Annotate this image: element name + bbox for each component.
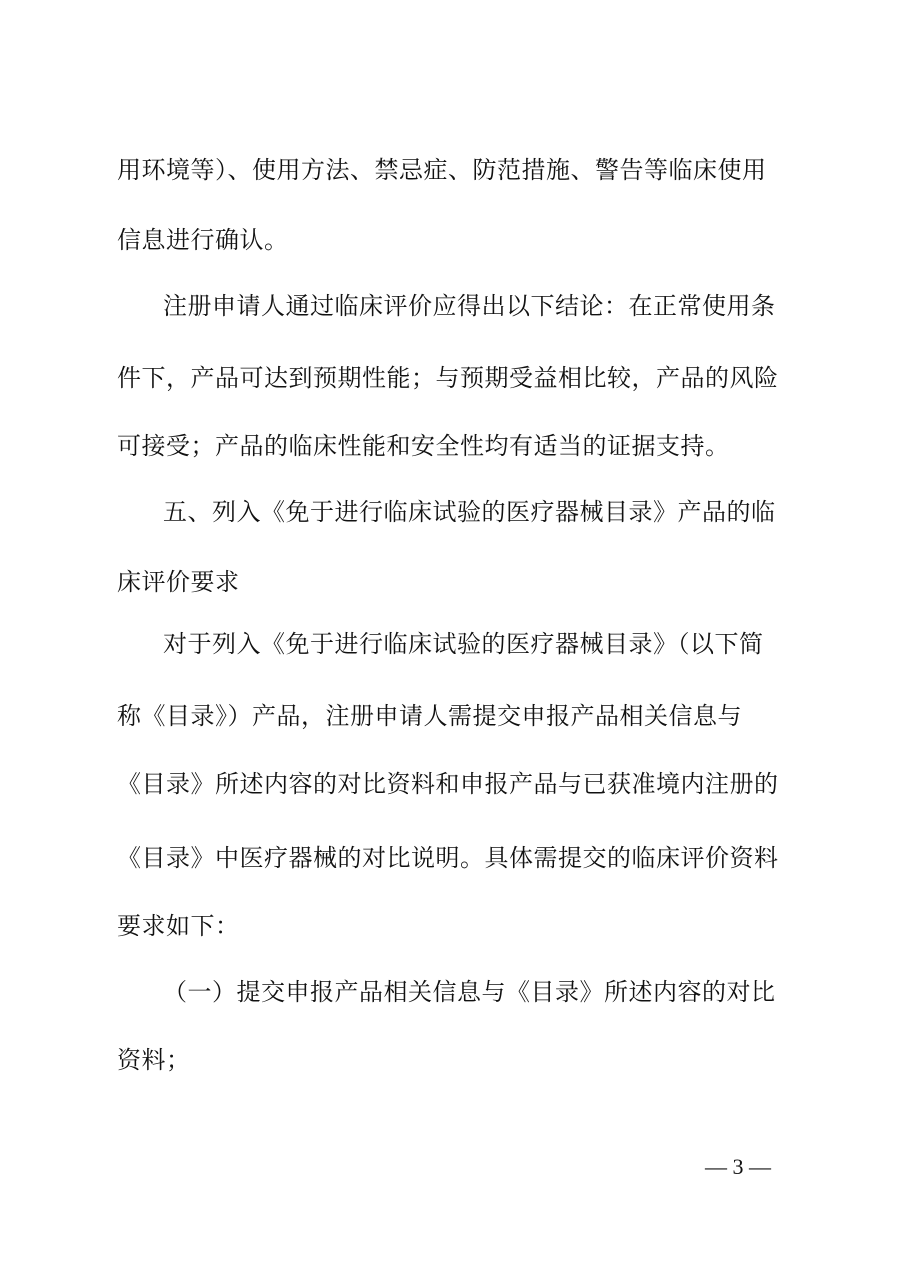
list-item-line: （一）提交申报产品相关信息与《目录》所述内容的对比	[163, 978, 776, 1006]
body-text-line: 件下，产品可达到预期性能；与预期受益相比较，产品的风险	[117, 364, 779, 392]
body-text-line: 称《目录》）产品，注册申请人需提交申报产品相关信息与	[117, 702, 742, 730]
page-number: — 3 —	[705, 1154, 771, 1179]
body-text-line: 《目录》中医疗器械的对比说明。具体需提交的临床评价资料	[117, 844, 779, 872]
body-text-line: 信息进行确认。	[117, 226, 289, 254]
section-heading-line: 五、列入《免于进行临床试验的医疗器械目录》产品的临	[163, 498, 776, 526]
list-item-line: 资料；	[117, 1046, 191, 1074]
body-text-line: 用环境等）、使用方法、禁忌症、防范措施、警告等临床使用	[117, 156, 767, 184]
body-text-line: 《目录》所述内容的对比资料和申报产品与已获准境内注册的	[117, 770, 779, 798]
paragraph-start-line: 对于列入《免于进行临床试验的医疗器械目录》（以下简	[163, 630, 764, 658]
paragraph-start-line: 注册申请人通过临床评价应得出以下结论：在正常使用条	[163, 292, 776, 320]
section-heading-line: 床评价要求	[117, 568, 240, 596]
body-text-line: 可接受；产品的临床性能和安全性均有适当的证据支持。	[117, 432, 730, 460]
body-text-line: 要求如下：	[117, 912, 240, 940]
